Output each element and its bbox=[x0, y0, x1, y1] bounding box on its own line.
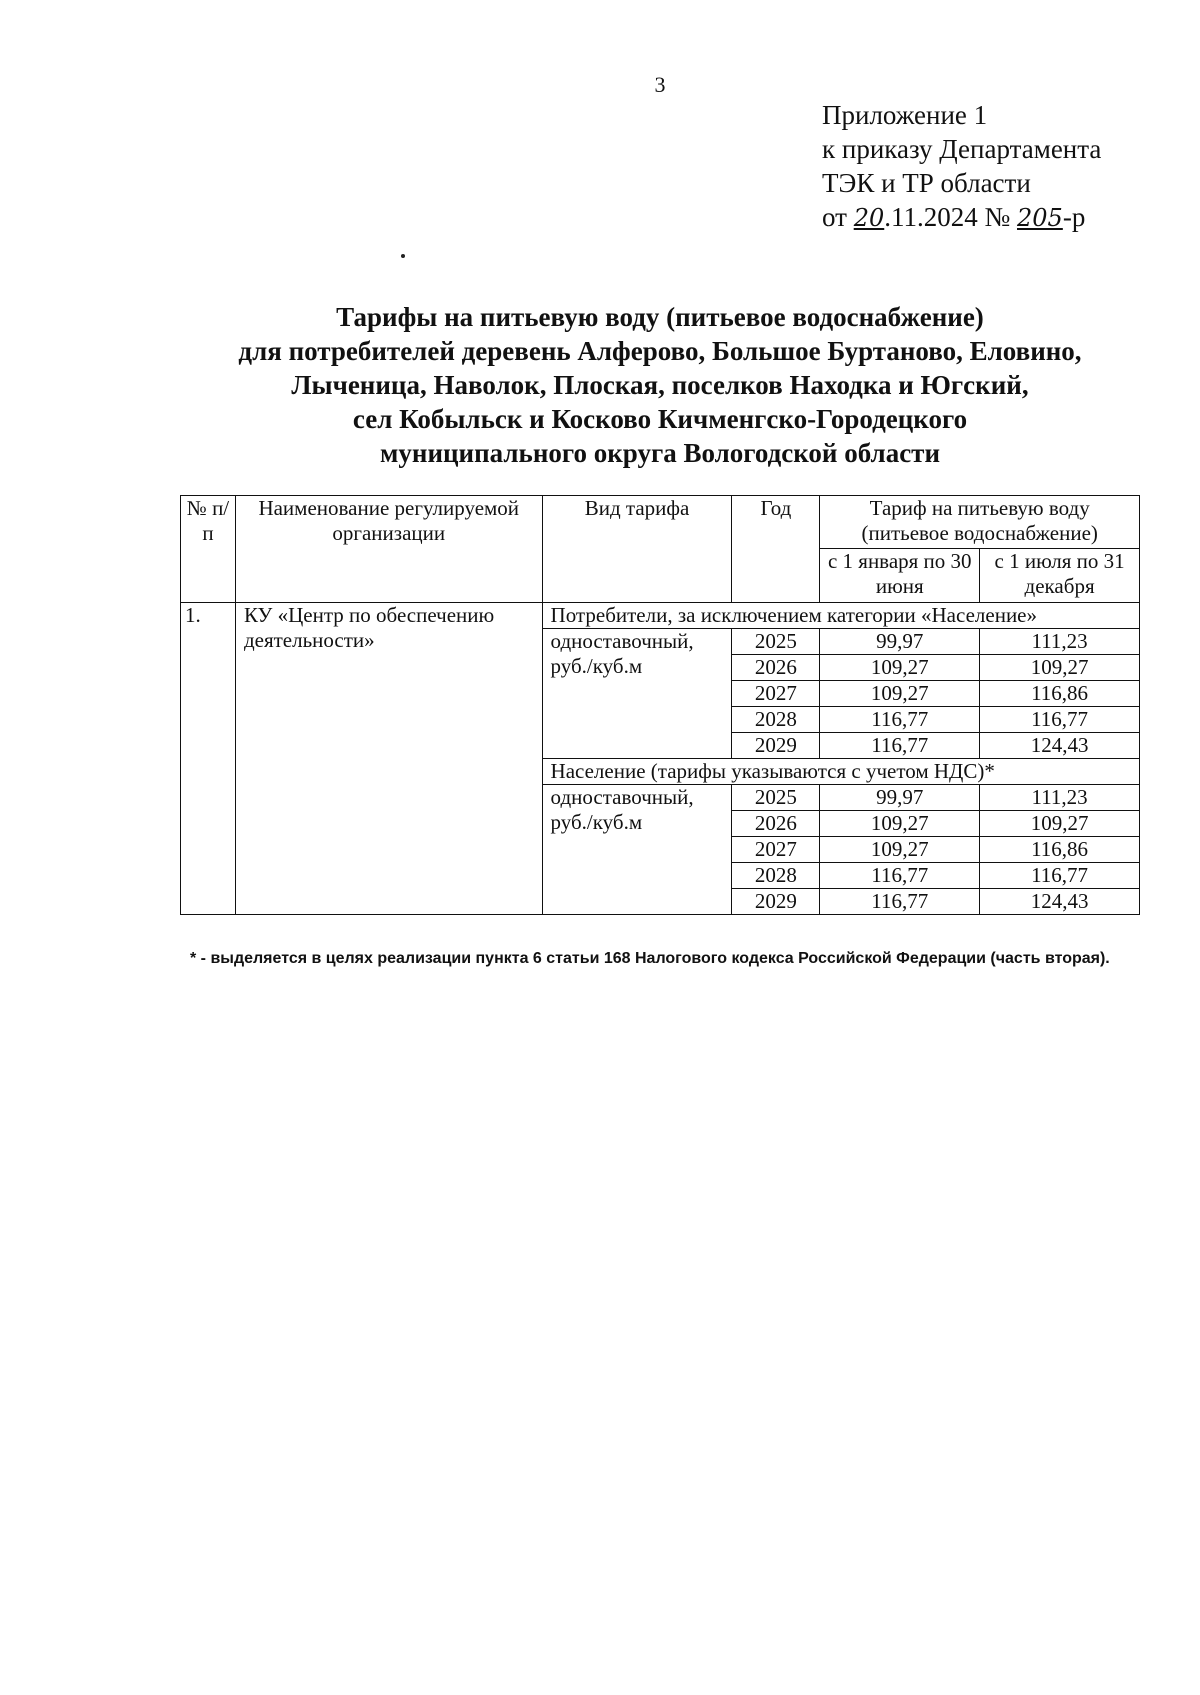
document-title bbox=[140, 300, 1180, 470]
year-cell: 2028 bbox=[732, 863, 820, 889]
year-cell: 2028 bbox=[732, 707, 820, 733]
table-body bbox=[181, 603, 1140, 915]
date-prefix: от bbox=[822, 202, 847, 232]
category-label: Потребители, за исключением категории «Население» bbox=[542, 603, 1139, 629]
handwritten-day: 20 bbox=[853, 204, 885, 232]
tariff-second-half-cell: 116,77 bbox=[980, 707, 1140, 733]
header-year: Год bbox=[732, 496, 820, 603]
year-cell: 2027 bbox=[732, 681, 820, 707]
footnote: * - выделяется в целях реализации пункта 6 статьи 168 Налогового кодекса Российской Федерации (часть вторая). bbox=[190, 950, 1110, 967]
tariff-first-half-cell: 116,77 bbox=[820, 863, 980, 889]
tariff-first-half-cell: 109,27 bbox=[820, 655, 980, 681]
tariff-second-half-cell: 109,27 bbox=[980, 655, 1140, 681]
category-row bbox=[181, 603, 1140, 629]
tariff-second-half-cell: 124,43 bbox=[980, 889, 1140, 915]
year-cell: 2025 bbox=[732, 785, 820, 811]
tariff-second-half-cell: 111,23 bbox=[980, 629, 1140, 655]
date-rest: .11.2024 № bbox=[884, 202, 1011, 232]
year-cell: 2026 bbox=[732, 655, 820, 681]
row-number: 1. bbox=[181, 603, 236, 915]
handwritten-order-number: 205 bbox=[1017, 204, 1063, 232]
header-type: Вид тарифа bbox=[542, 496, 732, 603]
title-line-3: Лыченица, Наволок, Плоская, поселков Находка и Югский, bbox=[291, 370, 1029, 400]
appendix-header bbox=[822, 98, 1101, 235]
order-suffix: -р bbox=[1062, 202, 1086, 232]
appendix-date-line bbox=[822, 200, 1101, 235]
tariff-second-half-cell: 111,23 bbox=[980, 785, 1140, 811]
tariff-first-half-cell: 116,77 bbox=[820, 707, 980, 733]
tariff-first-half-cell: 99,97 bbox=[820, 629, 980, 655]
tariff-table bbox=[180, 495, 1140, 915]
title-line-4: сел Кобыльск и Косково Кичменгско-Городецкого bbox=[352, 404, 968, 434]
header-org: Наименование регулируемой организации bbox=[235, 496, 542, 603]
header-period-1: с 1 января по 30 июня bbox=[820, 549, 980, 603]
tariff-second-half-cell: 124,43 bbox=[980, 733, 1140, 759]
year-cell: 2029 bbox=[732, 733, 820, 759]
tariff-second-half-cell: 116,86 bbox=[980, 837, 1140, 863]
header-num: № п/п bbox=[181, 496, 236, 603]
tariff-second-half-cell: 109,27 bbox=[980, 811, 1140, 837]
page-number: 3 bbox=[654, 72, 666, 97]
tariff-second-half-cell: 116,77 bbox=[980, 863, 1140, 889]
category-label: Население (тарифы указываются с учетом НДС)* bbox=[542, 759, 1139, 785]
appendix-line-3: ТЭК и ТР области bbox=[822, 168, 1031, 198]
title-line-2: для потребителей деревень Алферово, Большое Буртаново, Еловино, bbox=[238, 336, 1082, 366]
organization-name: КУ «Центр по обеспечению деятельности» bbox=[235, 603, 542, 915]
year-cell: 2029 bbox=[732, 889, 820, 915]
appendix-line-1: Приложение 1 bbox=[822, 100, 988, 130]
tariff-type: одноставочный, руб./куб.м bbox=[542, 785, 732, 915]
tariff-first-half-cell: 116,77 bbox=[820, 733, 980, 759]
year-cell: 2026 bbox=[732, 811, 820, 837]
tariff-type: одноставочный, руб./куб.м bbox=[542, 629, 732, 759]
title-line-5: муниципального округа Вологодской области bbox=[380, 438, 940, 468]
tariff-first-half-cell: 99,97 bbox=[820, 785, 980, 811]
title-line-1: Тарифы на питьевую воду (питьевое водоснабжение) bbox=[336, 302, 984, 332]
appendix-line-2: к приказу Департамента bbox=[822, 134, 1102, 164]
header-period-2: с 1 июля по 31 декабря bbox=[980, 549, 1140, 603]
tariff-first-half-cell: 109,27 bbox=[820, 681, 980, 707]
stray-dot bbox=[401, 254, 405, 258]
tariff-first-half-cell: 116,77 bbox=[820, 889, 980, 915]
year-cell: 2025 bbox=[732, 629, 820, 655]
year-cell: 2027 bbox=[732, 837, 820, 863]
header-tariff: Тариф на питьевую воду (питьевое водоснабжение) bbox=[820, 496, 1140, 549]
tariff-first-half-cell: 109,27 bbox=[820, 837, 980, 863]
tariff-first-half-cell: 109,27 bbox=[820, 811, 980, 837]
tariff-second-half-cell: 116,86 bbox=[980, 681, 1140, 707]
